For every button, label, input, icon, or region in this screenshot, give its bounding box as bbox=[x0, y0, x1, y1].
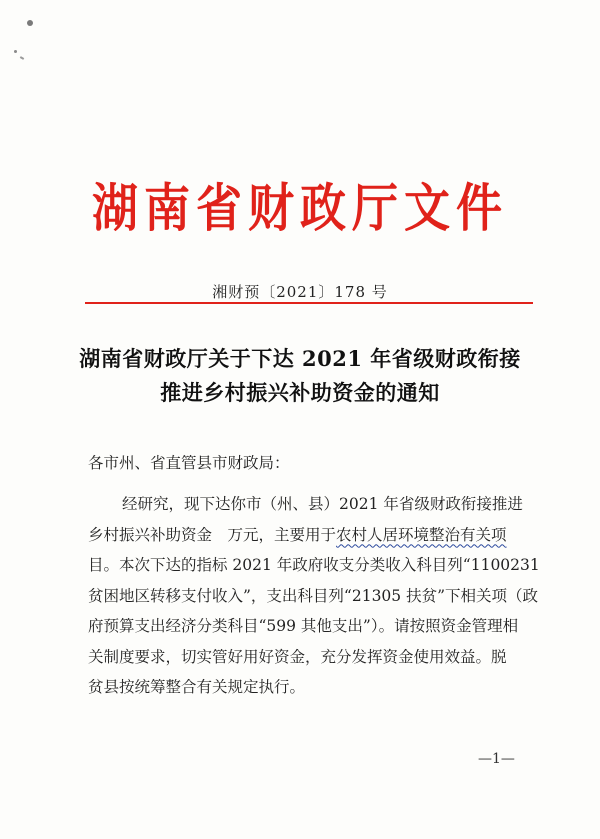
salutation: 各市州、省直管县市财政局： bbox=[88, 454, 290, 472]
body-line-3: 目。本次下达的指标 2021 年政府收支分类收入科目列“1100231 bbox=[88, 556, 540, 574]
body-line-2 bbox=[88, 520, 542, 551]
scan-speck bbox=[27, 20, 33, 26]
document-number: 湘财预〔2021〕178 号 bbox=[212, 283, 388, 301]
body-line-7: 贫县按统筹整合有关规定执行。 bbox=[88, 678, 306, 696]
notice-title-line-1: 湖南省财政厅关于下达 2021 年省级财政衔接 bbox=[79, 346, 521, 371]
underlined-phrase: 农村人居环境整治有关项 bbox=[336, 525, 507, 544]
red-divider-line bbox=[85, 302, 533, 304]
notice-title bbox=[0, 342, 600, 410]
notice-title-line-2: 推进乡村振兴补助资金的通知 bbox=[160, 380, 440, 405]
body-line-5: 府预算支出经济分类科目“599 其他支出”）。请按照资金管理相 bbox=[88, 617, 519, 635]
document-header-title: 湖南省财政厅文件 bbox=[92, 178, 508, 239]
body-line-2-text: 乡村振兴补助资金 万元，主要用于 bbox=[88, 525, 337, 544]
body-line-4: 贫困地区转移支付收入”，支出科目列“21305 扶贫”下相关项（政 bbox=[88, 586, 539, 605]
scan-speck bbox=[20, 56, 24, 60]
scan-speck bbox=[14, 50, 17, 53]
body-line-6: 关制度要求，切实管好用好资金，充分发挥资金使用效益。脱 bbox=[88, 647, 507, 666]
page-number: —1— bbox=[478, 751, 515, 767]
notice-body bbox=[88, 489, 542, 703]
body-line-1: 经研究，现下达你市（州、县）2021 年省级财政衔接推进 bbox=[122, 495, 523, 513]
